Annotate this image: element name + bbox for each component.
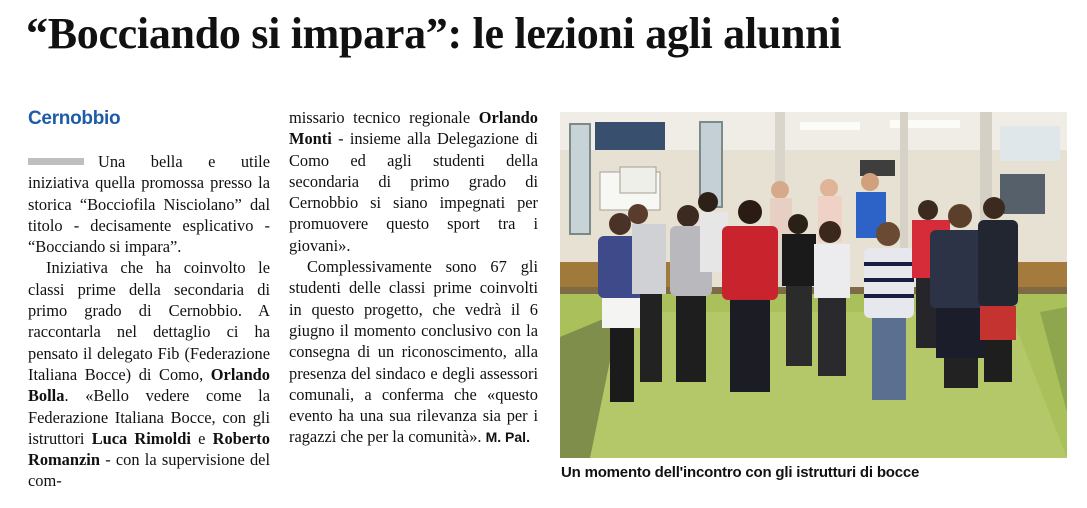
- person-name: Luca Rimoldi: [91, 428, 191, 448]
- paragraph: Una bella e utile iniziativa quella promossa presso la storica “Bocciofila Nisciolano” dal titolo - decisamente esplicativo - “Bocciando si impara”.: [28, 152, 270, 257]
- article-column-1: [28, 151, 270, 492]
- headline: “Bocciando si impara”: le lezioni agli alunni: [26, 9, 842, 58]
- article-column-2: [289, 107, 538, 449]
- photo-illustration: [560, 112, 1067, 458]
- author-signature: M. Pal.: [485, 429, 530, 446]
- lead-rule-mark: [28, 158, 84, 165]
- paragraph: missario tecnico regionale Orlando Monti - insieme alla Delegazione di Como ed agli studenti della secondaria di primo grado di Cernobbio si siano impegnati per promuovere questo sport tra i giovani».: [289, 108, 538, 255]
- person-name: Orlando Bolla: [28, 364, 270, 406]
- photo-caption: Un momento dell'incontro con gli istrutturi di bocce: [561, 464, 920, 481]
- section-kicker: Cernobbio: [28, 108, 121, 129]
- person-name: Roberto Romanzin: [28, 428, 270, 470]
- person-name: Orlando Monti: [289, 108, 538, 149]
- paragraph: Complessivamente sono 67 gli studenti delle classi prime coinvolti in questo progetto, che vedrà il 6 giugno il momento conclusivo con la consegna di un riconoscimento, alla presenza del sindaco e degli assessori comunali, a conferma che «questo evento ha una sua rilevanza sia per i ragazzi che per la comunità». M. Pal.: [289, 257, 538, 447]
- paragraph: Iniziativa che ha coinvolto le classi prime della secondaria di primo grado di Cernobbio. A raccontarla nel dettaglio ci ha pensato il delegato Fib (Federazione Italiana Bocce) di Como, Orlando Bolla. «Bello vedere come la Federazione Italiana Bocce, con gli istruttori Luca Rimoldi e Roberto Romanzin - con la supervisione del com-: [28, 258, 270, 491]
- article-photo: [560, 112, 1067, 458]
